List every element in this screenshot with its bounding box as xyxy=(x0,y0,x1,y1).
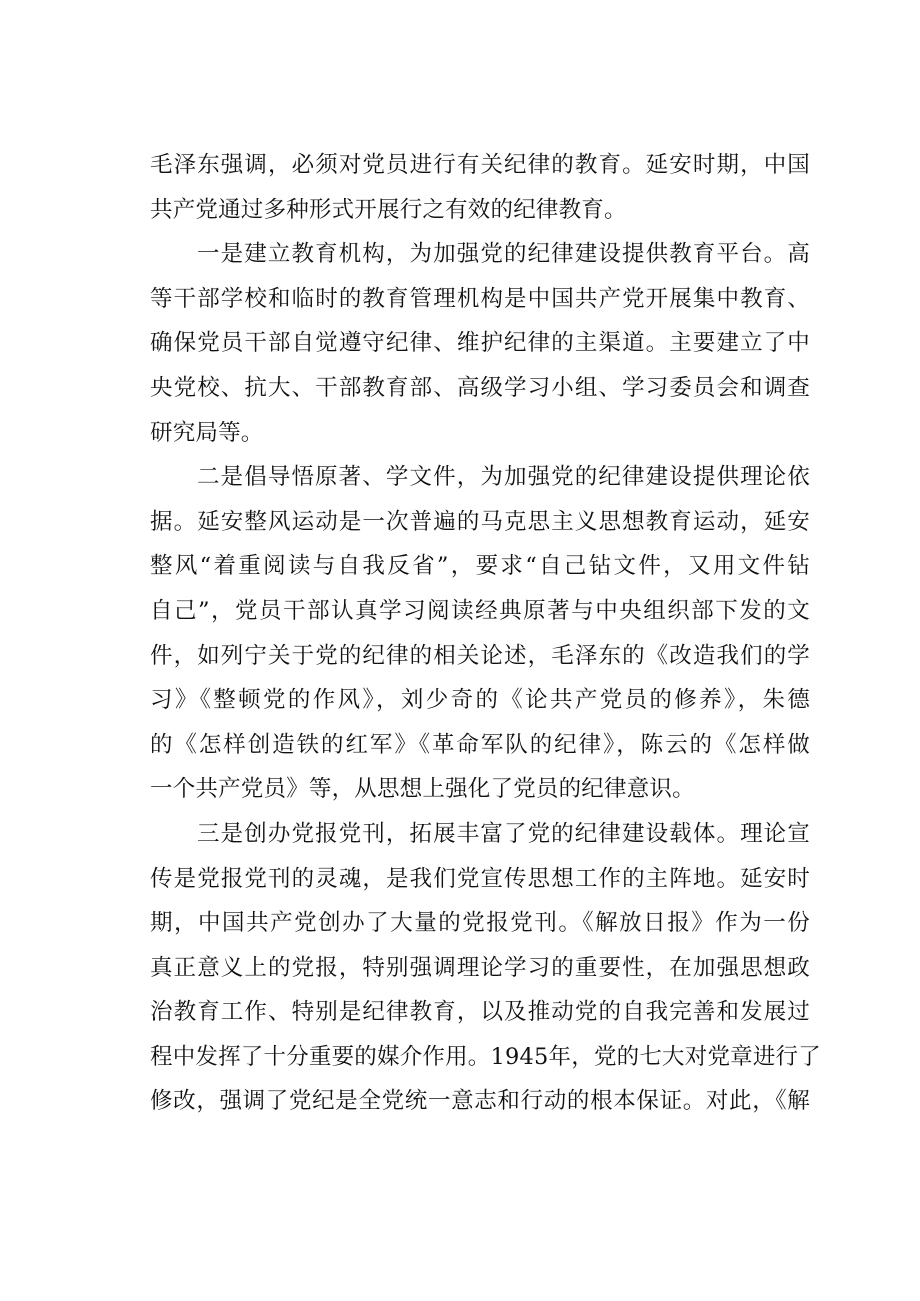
text-line: 真正意义上的党报，特别强调理论学习的重要性，在加强思想政 xyxy=(150,954,810,981)
text-line: 三是创办党报党刊，拓展丰富了党的纪律建设载体。理论宣 xyxy=(197,820,810,847)
text-line: 的《怎样创造铁的红军》《革命军队的纪律》，陈云的《怎样做 xyxy=(150,731,810,758)
text-line: 等干部学校和临时的教育管理机构是中国共产党开展集中教育、 xyxy=(150,285,810,312)
text-line: 件，如列宁关于党的纪律的相关论述，毛泽东的《改造我们的学 xyxy=(150,642,810,669)
text-line: 传是党报党刊的灵魂，是我们党宣传思想工作的主阵地。延安时 xyxy=(150,865,810,892)
text-line: 二是倡导悟原著、学文件，为加强党的纪律建设提供理论依 xyxy=(197,464,810,491)
text-line: 自己”，党员干部认真学习阅读经典原著与中央组织部下发的文 xyxy=(150,597,810,624)
text-line: 确保党员干部自觉遵守纪律、维护纪律的主渠道。主要建立了中 xyxy=(150,330,810,357)
text-line: 整风“着重阅读与自我反省”，要求“自己钻文件，又用文件钻 xyxy=(150,553,810,580)
text-line: 期，中国共产党创办了大量的党报党刊。《解放日报》作为一份 xyxy=(150,910,810,937)
text-line: 央党校、抗大、干部教育部、高级学习小组、学习委员会和调查 xyxy=(150,374,810,401)
text-line: 治教育工作、特别是纪律教育，以及推动党的自我完善和发展过 xyxy=(150,999,810,1026)
text-line: 共产党通过多种形式开展行之有效的纪律教育。 xyxy=(150,196,627,223)
text-line: 修改，强调了党纪是全党统一意志和行动的根本保证。对此，《解 xyxy=(150,1088,810,1115)
text-line: 一是建立教育机构，为加强党的纪律建设提供教育平台。高 xyxy=(197,241,810,268)
text-line: 研究局等。 xyxy=(150,419,264,446)
paragraph-2 xyxy=(150,232,810,455)
text-line: 习》《整顿党的作风》，刘少奇的《论共产党员的修养》，朱德 xyxy=(150,687,810,714)
text-line: 一个共产党员》等，从思想上强化了党员的纪律意识。 xyxy=(150,776,695,803)
paragraph-4 xyxy=(150,812,821,1124)
paragraph-3 xyxy=(150,455,810,812)
text-line: 据。延安整风运动是一次普遍的马克思主义思想教育运动，延安 xyxy=(150,508,810,535)
document-body xyxy=(150,143,821,1124)
paragraph-1 xyxy=(150,143,810,232)
text-line: 毛泽东强调，必须对党员进行有关纪律的教育。延安时期，中国 xyxy=(150,152,810,178)
text-line: 程中发挥了十分重要的媒介作用。1945年，党的七大对党章进行了 xyxy=(150,1043,821,1070)
